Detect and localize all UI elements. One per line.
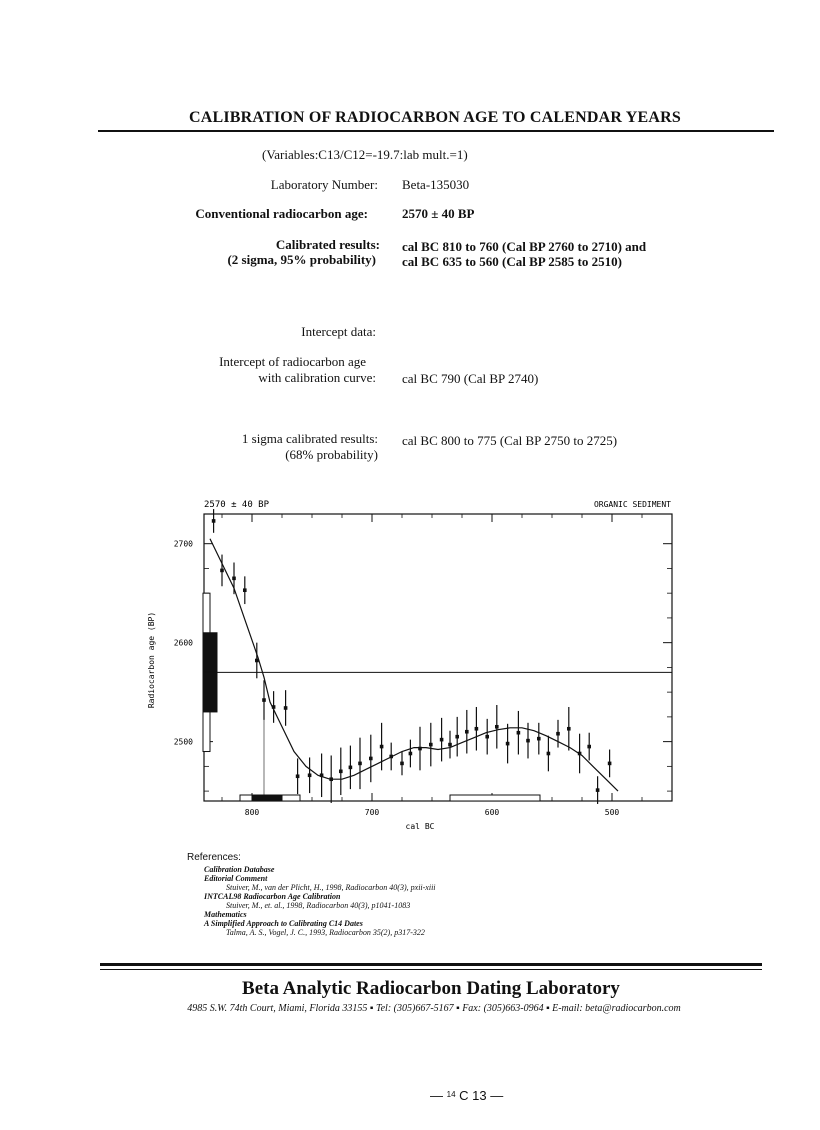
sigma1-value: cal BC 800 to 775 (Cal BP 2750 to 2725) — [402, 433, 618, 448]
x-axis-label: cal BC — [405, 822, 435, 831]
x-tick-label: 500 — [604, 808, 620, 817]
calibrated-results-sublabel: (2 sigma, 95% probability) — [227, 252, 376, 267]
calibration-curve — [210, 539, 618, 791]
variables-line: (Variables:C13/C12=-19.7:lab mult.=1) — [262, 147, 468, 162]
intercept-label-line-2: with calibration curve: — [258, 370, 376, 385]
page-title: CALIBRATION OF RADIOCARBON AGE TO CALENDAR YEARS — [188, 109, 682, 126]
data-point — [537, 737, 541, 741]
data-point — [506, 742, 510, 746]
data-point — [547, 752, 551, 756]
chart-title-right: ORGANIC SEDIMENT — [593, 500, 671, 509]
chart-title-left: 2570 ± 40 BP — [204, 500, 270, 510]
reference-title: Calibration Database — [204, 865, 275, 874]
data-point — [429, 743, 433, 747]
data-point — [389, 755, 393, 759]
data-point — [578, 752, 582, 756]
x-tick-label: 800 — [244, 808, 260, 817]
data-point — [526, 739, 530, 743]
data-point — [448, 743, 452, 747]
reference-citation: Stuiver, M., et. al., 1998, Radiocarbon 40(3), p1041-1083 — [226, 901, 411, 910]
y-tick-label: 2700 — [173, 539, 193, 549]
conventional-age-value: 2570 ± 40 BP — [402, 206, 475, 221]
y-axis-label: Radiocarbon age (BP) — [147, 611, 156, 709]
sigma1-label-line-1: 1 sigma calibrated results: — [241, 431, 378, 446]
intercept-value: cal BC 790 (Cal BP 2740) — [402, 371, 539, 386]
data-point — [475, 727, 479, 731]
references-list — [204, 865, 624, 937]
y-tick-label: 2500 — [173, 737, 193, 747]
x-tick-label: 600 — [484, 808, 500, 817]
lab-number-value: Beta-135030 — [402, 177, 470, 192]
calibrated-results-label: Calibrated results: — [275, 237, 380, 252]
data-point — [495, 725, 499, 729]
data-point — [409, 752, 413, 756]
data-point — [212, 519, 216, 523]
data-point — [262, 698, 266, 702]
data-point — [418, 747, 422, 751]
plot-frame — [204, 514, 672, 801]
y-tick-label: 2600 — [173, 638, 193, 648]
page-number — [430, 1088, 503, 1103]
data-point — [608, 762, 612, 766]
data-point — [339, 770, 343, 774]
data-point — [255, 659, 259, 663]
page-number-prefix: — — [430, 1088, 447, 1103]
page-number-main: C 13 — — [455, 1088, 504, 1103]
references-header: References: — [187, 852, 241, 863]
data-point — [243, 588, 247, 592]
lab-address: 4985 S.W. 74th Court, Miami, Florida 33155 ▪ Tel: (305)667-5167 ▪ Fax: (305)663-0964 ▪ E-mail: beta@radiocarbon.com — [187, 1003, 681, 1014]
data-point — [455, 735, 459, 739]
data-point — [369, 757, 373, 761]
data-point — [465, 730, 469, 734]
data-point — [380, 745, 384, 749]
header-rule — [98, 130, 774, 132]
data-point — [232, 577, 236, 581]
calibration-chart — [140, 490, 685, 840]
data-point — [517, 731, 521, 735]
data-point — [329, 777, 333, 781]
x-tick-label: 700 — [364, 808, 380, 817]
reference-citation: Stuiver, M., van der Plicht, H., 1998, Radiocarbon 40(3), pxii-xiii — [226, 883, 436, 892]
reference-citation: Talma, A. S., Vogel, J. C., 1993, Radiocarbon 35(2), p317-322 — [226, 928, 425, 937]
data-point — [320, 773, 324, 777]
data-point — [567, 727, 571, 731]
intercept-label-line-1: Intercept of radiocarbon age — [219, 354, 366, 369]
data-point — [308, 773, 312, 777]
page-number-small: 14 — [446, 1090, 456, 1099]
data-point — [349, 766, 353, 770]
conventional-age-label: Conventional radiocarbon age: — [195, 206, 368, 221]
data-point — [485, 735, 489, 739]
calibrated-results-line-2: cal BC 635 to 560 (Cal BP 2585 to 2510) — [402, 254, 622, 269]
sigma1-label-line-2: (68% probability) — [285, 447, 378, 462]
data-point — [587, 745, 591, 749]
intercept-data-header: Intercept data: — [301, 324, 376, 339]
reference-title: INTCAL98 Radiocarbon Age Calibration — [204, 892, 341, 901]
reference-title: Editorial Comment — [204, 874, 268, 883]
reference-title: Mathematics — [204, 910, 247, 919]
calibrated-results-line-1: cal BC 810 to 760 (Cal BP 2760 to 2710) and — [402, 239, 647, 254]
footer-rule-thin — [100, 969, 762, 970]
data-point — [556, 732, 560, 736]
data-point — [296, 774, 300, 778]
data-point — [440, 738, 444, 742]
sigma1-range-box — [252, 795, 282, 801]
data-point — [400, 762, 404, 766]
reference-title: A Simplified Approach to Calibrating C14 Dates — [204, 919, 363, 928]
data-point — [284, 706, 288, 710]
data-point — [596, 788, 600, 792]
footer-rule-thick — [100, 963, 762, 966]
lab-number-label: Laboratory Number: — [270, 177, 378, 192]
lab-name: Beta Analytic Radiocarbon Dating Laboratory — [242, 978, 620, 999]
data-point — [220, 569, 224, 573]
data-point — [272, 705, 276, 709]
sigma2-range-box — [450, 795, 540, 801]
data-point — [358, 762, 362, 766]
